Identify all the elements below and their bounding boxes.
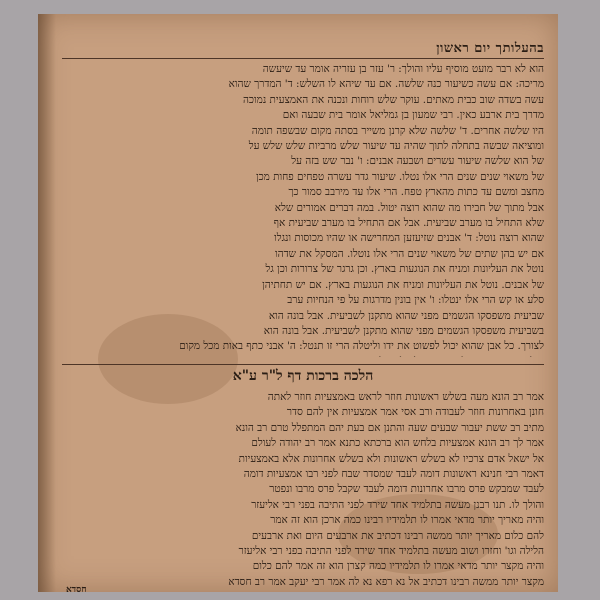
book-page <box>38 14 558 592</box>
mishnah-text-line: שלא התחיל בו מערב שביעית. אבל אם התחיל בו מערב שביעית אף <box>273 217 544 230</box>
halacha-text-line: אל ישאל אדם צרכיו לא בשלש ראשונות ולא בשלש אחרונות אלא באמצעיות <box>238 452 544 465</box>
mishnah-text-line: הוא לא רבר מועט מוסיף עליו והולך: ר' עזר בן עזריה אומר עד שיעשה <box>262 63 544 75</box>
mishnah-text-line: מדרך בית ארבע כאין. רבי שמעון בן גמליאל אומר בית שבעה ואם <box>282 109 544 122</box>
page-spine-shadow <box>38 14 56 592</box>
mishnah-text-line: של אבנים. נוטל את העליונות ומניח את הנוגעות בארץ. אם יש תחתיהן <box>262 278 544 291</box>
mishnah-text-line: של משאוי שנים שנים הרי אלו נטלו. שיעור גדר עשרה טפחים פחות מכן <box>255 170 544 183</box>
mishnah-text-line: של הוא שלשה שיעור עשרים ושבעה אבנים: ו' נבר שש בזה על <box>291 155 544 168</box>
halacha-text-block <box>62 390 544 590</box>
mishnah-text-line: שביעית משפסקו הגשמים מפני שהוא מתקנן לשביעית. אבל בונה הוא <box>268 309 544 322</box>
mishnah-text-line: אם יש בהן שתים של משאוי שנים הרי אלו נוטלו. המסקל את שדהו <box>275 247 544 260</box>
mishnah-text-line: עשה בשדה שוב כבית מאתים. עוקר שלש רוחות ונכנה את האמצעית נמוכה <box>242 93 544 106</box>
halacha-text-line: מתיב רב ששת יעבור שבעים שעה והתנן אם בעת יהם המתפלל טרם רב הונא <box>235 421 544 434</box>
halacha-text-line: והיה מקצר יותר מדאי אמרו לו תלמידיו כמה קצרן הוא זה אמר להם כלום <box>252 560 544 573</box>
running-header <box>62 42 544 54</box>
halacha-text-line: לעבד שמבקש פרס מרבו אחרונות דומה לעבד שקבל פרס מרבו ונפטר <box>269 483 544 496</box>
mishnah-text-line: שהוא רוצה נוטל: ד' אבנים שזיעזען המחרישה או שהיו מכוסות ונגלו <box>274 232 544 245</box>
halacha-text-line: להם כלום מאריך יותר ממשה רבינו דכתיב את ארבעים היום ואת ארבעים <box>251 529 544 542</box>
section-heading-title: הלכה ברכות דף ל"ר ע"א <box>232 368 374 384</box>
mishnah-text-line: נוטל את העליונות ומניח את הנוגעות בארץ. וכן גרגר של צרורות וכן גל <box>265 263 544 276</box>
mishnah-text-block <box>62 62 544 357</box>
header-rule <box>62 58 544 59</box>
mishnah-text-line: לצורך. כל אבן שהוא יכול לפשוט את ידו וליטלה הרי זו תנטל: ה' אבני כתף באות מכל מקום <box>179 340 544 353</box>
running-header-title: בהעלותך יום ראשון <box>436 41 544 56</box>
mishnah-text-line: מריכה: אם עשה כשיעור כנה שלשה. אם עד שיהא לו השלש: ד' המדרך שהוא <box>228 78 544 91</box>
section-rule <box>62 364 544 365</box>
mishnah-text-line: היו שלשה אחרים. ד' שלשה שלא קרנן משייר בסתה מקום שבשפה תומה <box>251 124 544 137</box>
section-heading <box>62 368 544 385</box>
catchword: חסדא <box>66 585 87 592</box>
mishnah-text-line: מחצב ומשם עד כתות מהארץ טפח. הרי אלו עד מירבב סמור כך <box>288 186 544 199</box>
halacha-text-line: מקצר יותר ממשה רבינו דכתיב אל נא רפא נא לה אמר רבי יעקב אמר רב חסדא <box>228 575 544 588</box>
halacha-text-line: הלילה וגו' וחזרו ושוב מעשה בתלמיד אחד שירד לפני התיבה בפני רבי אליעזר <box>238 545 544 558</box>
mishnah-text-line: בשביעית משפסקו הגשמים מפני שהוא מתקנן לשביעית. אבל בונה הוא <box>263 324 544 337</box>
mishnah-text-line <box>62 355 544 357</box>
halacha-text-line: אמר לך רב הונא אמצעיות בלחש הוא ברכתא כתנא אמר רב יהודה לעולם <box>251 437 544 450</box>
mishnah-text-line: ומוציאה שבשה בתחלה לתוך שהיה עד שיעור שלש מרביות שלש שלש על <box>248 140 544 153</box>
halacha-text-line: דאמר רבי חנינא ראשונות דומה לעבד שמסדר שבח לפני רבו אמצעיות דומה <box>243 468 544 481</box>
halacha-text-line: חונן באחרונות חוזר לעבודה ורב אסי אמר אמצעיות אין להם סדר <box>286 406 544 419</box>
halacha-text-line: והולך לו. תנו רבנן מעשה בתלמיד אחד שירד לפני התיבה בפני רבי אליעזר <box>251 498 544 511</box>
halacha-text-line: אמר רב הונא מעה בשלש ראשונות חוזר לראש באמצעיות חוזר לאתה <box>267 391 544 403</box>
mishnah-text-line: סלע או קש הרי אלו ינטלו: ו' אין בונין מדרגות על פי הנחיות ערב <box>287 294 544 307</box>
halacha-text-line: והיה מאריך יותר מדאי אמרו לו תלמידיו רבינו כמה ארכן הוא זה אמר <box>270 514 544 527</box>
mishnah-text-line: אבל מתוך של חבירו מה שהוא רוצה יטול. במה דברים אמורים שלא <box>274 201 544 214</box>
